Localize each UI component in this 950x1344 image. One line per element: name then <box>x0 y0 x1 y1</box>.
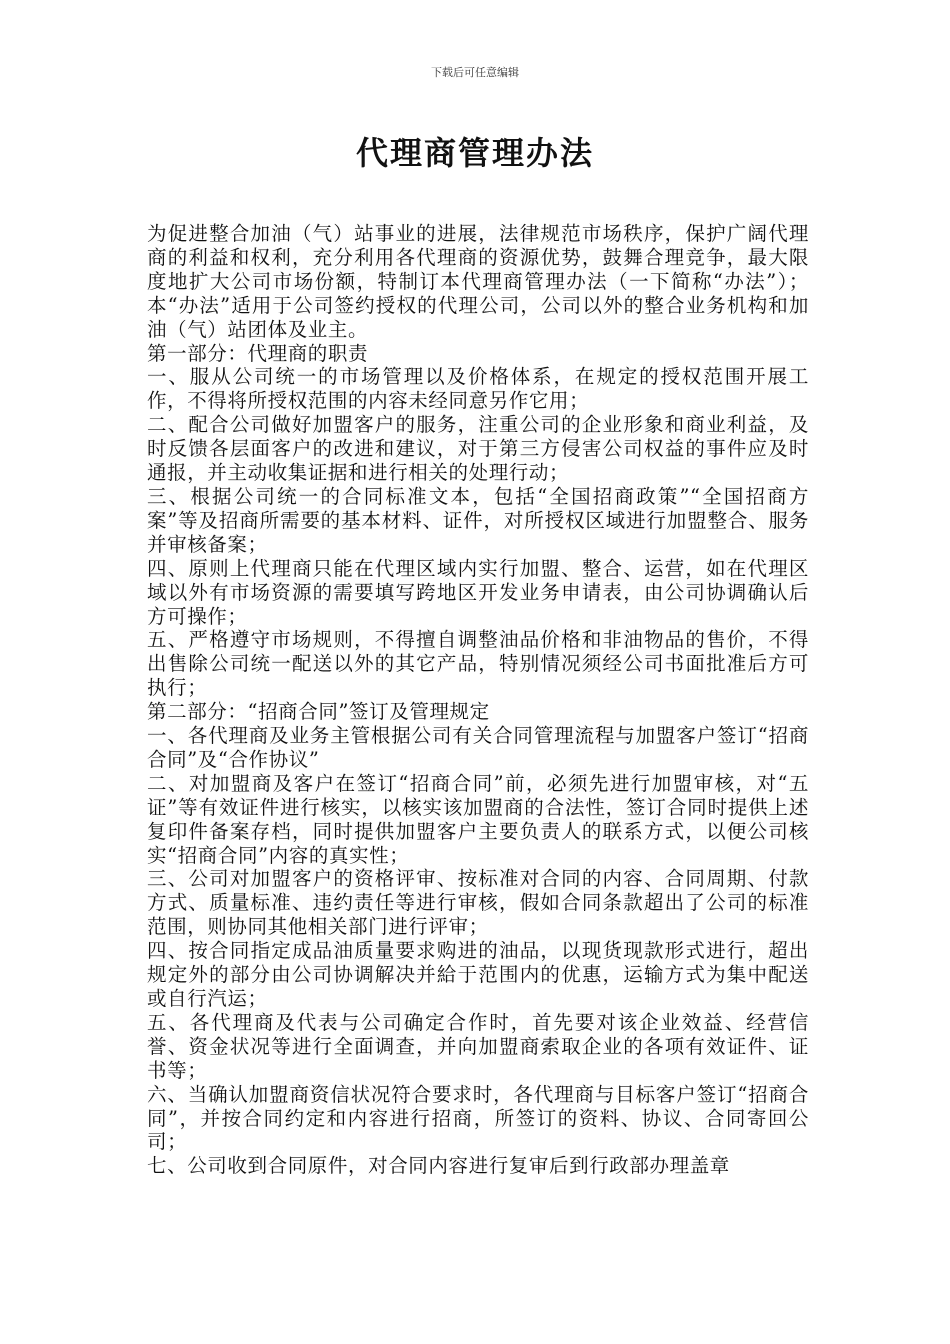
part-2-item-4: 四、按合同指定成品油质量要求购进的油品，以现货现款形式进行，超出规定外的部分由公司协调解决并給于范围内的优惠，运输方式为集中配送或自行汽运； <box>147 939 809 1010</box>
part-1-item-2: 二、配合公司做好加盟客户的服务，注重公司的企业形象和商业利益，及时反馈各层面客户的改进和建议，对于第三方侵害公司权益的事件应及时通报，并主动收集证据和进行相关的处理行动； <box>147 413 809 485</box>
document-body <box>147 222 809 1178</box>
part-1-item-3: 三、根据公司统一的合同标准文本，包括“全国招商政策”“全国招商方案”等及招商所需要的基本材料、证件，对所授权区域进行加盟整合、服务并审核备案； <box>147 484 809 556</box>
intro-paragraph: 为促进整合加油（气）站事业的进展，法律规范市场秩序，保护广阔代理商的利益和权利，充分利用各代理商的资源优势，鼓舞合理竞争，最大限度地扩大公司市场份额，特制订本代理商管理办法（一下简称“办法”）；本“办法”适用于公司签约授权的代理公司，公司以外的整合业务机构和加油（气）站团体及业主。 <box>147 222 809 341</box>
document-title: 代理商管理办法 <box>355 134 594 172</box>
part-2-item-2: 二、对加盟商及客户在签订“招商合同”前，必须先进行加盟审核，对“五证”等有效证件进行核实，以核实该加盟商的合法性，签订合同时提供上述复印件备案存档，同时提供加盟客户主要负责人的联系方式，以便公司核实“招商合同”内容的真实性； <box>147 771 809 867</box>
header-note: 下载后可任意编辑 <box>431 66 519 79</box>
part-2-item-6: 六、当确认加盟商资信状况符合要求时，各代理商与目标客户签订“招商合同”，并按合同约定和内容进行招商，所签订的资料、协议、合同寄回公司； <box>147 1082 809 1154</box>
part-2-item-5: 五、各代理商及代表与公司确定合作时，首先要对该企业效益、经营信誉、资金状况等进行全面调查，并向加盟商索取企业的各项有效证件、证书等； <box>147 1010 809 1082</box>
part-2-item-3: 三、公司对加盟客户的资格评审、按标准对合同的内容、合同周期、付款方式、质量标准、违约责任等进行审核，假如合同条款超出了公司的标准范围，则协同其他相关部门进行评审； <box>147 867 809 939</box>
part-2-item-7: 七、公司收到合同原件，对合同内容进行复审后到行政部办理盖章 <box>147 1154 730 1178</box>
section-heading-part-1: 第一部分：代理商的职责 <box>147 341 369 365</box>
part-1-item-5: 五、严格遵守市场规则，不得擅自调整油品价格和非油物品的售价，不得出售除公司统一配送以外的其它产品，特别情况须经公司书面批准后方可执行； <box>147 628 809 700</box>
part-1-item-4: 四、原则上代理商只能在代理区域内实行加盟、整合、运营，如在代理区域以外有市场资源的需要填写跨地区开发业务申请表，由公司协调确认后方可操作； <box>147 556 809 628</box>
section-heading-part-2: 第二部分：“招商合同”签订及管理规定 <box>147 700 490 724</box>
part-2-item-1: 一、各代理商及业务主管根据公司有关合同管理流程与加盟客户签订“招商合同”及“合作协议” <box>147 724 809 771</box>
part-1-item-1: 一、服从公司统一的市场管理以及价格体系，在规定的授权范围开展工作，不得将所授权范围的内容未经同意另作它用； <box>147 365 809 413</box>
